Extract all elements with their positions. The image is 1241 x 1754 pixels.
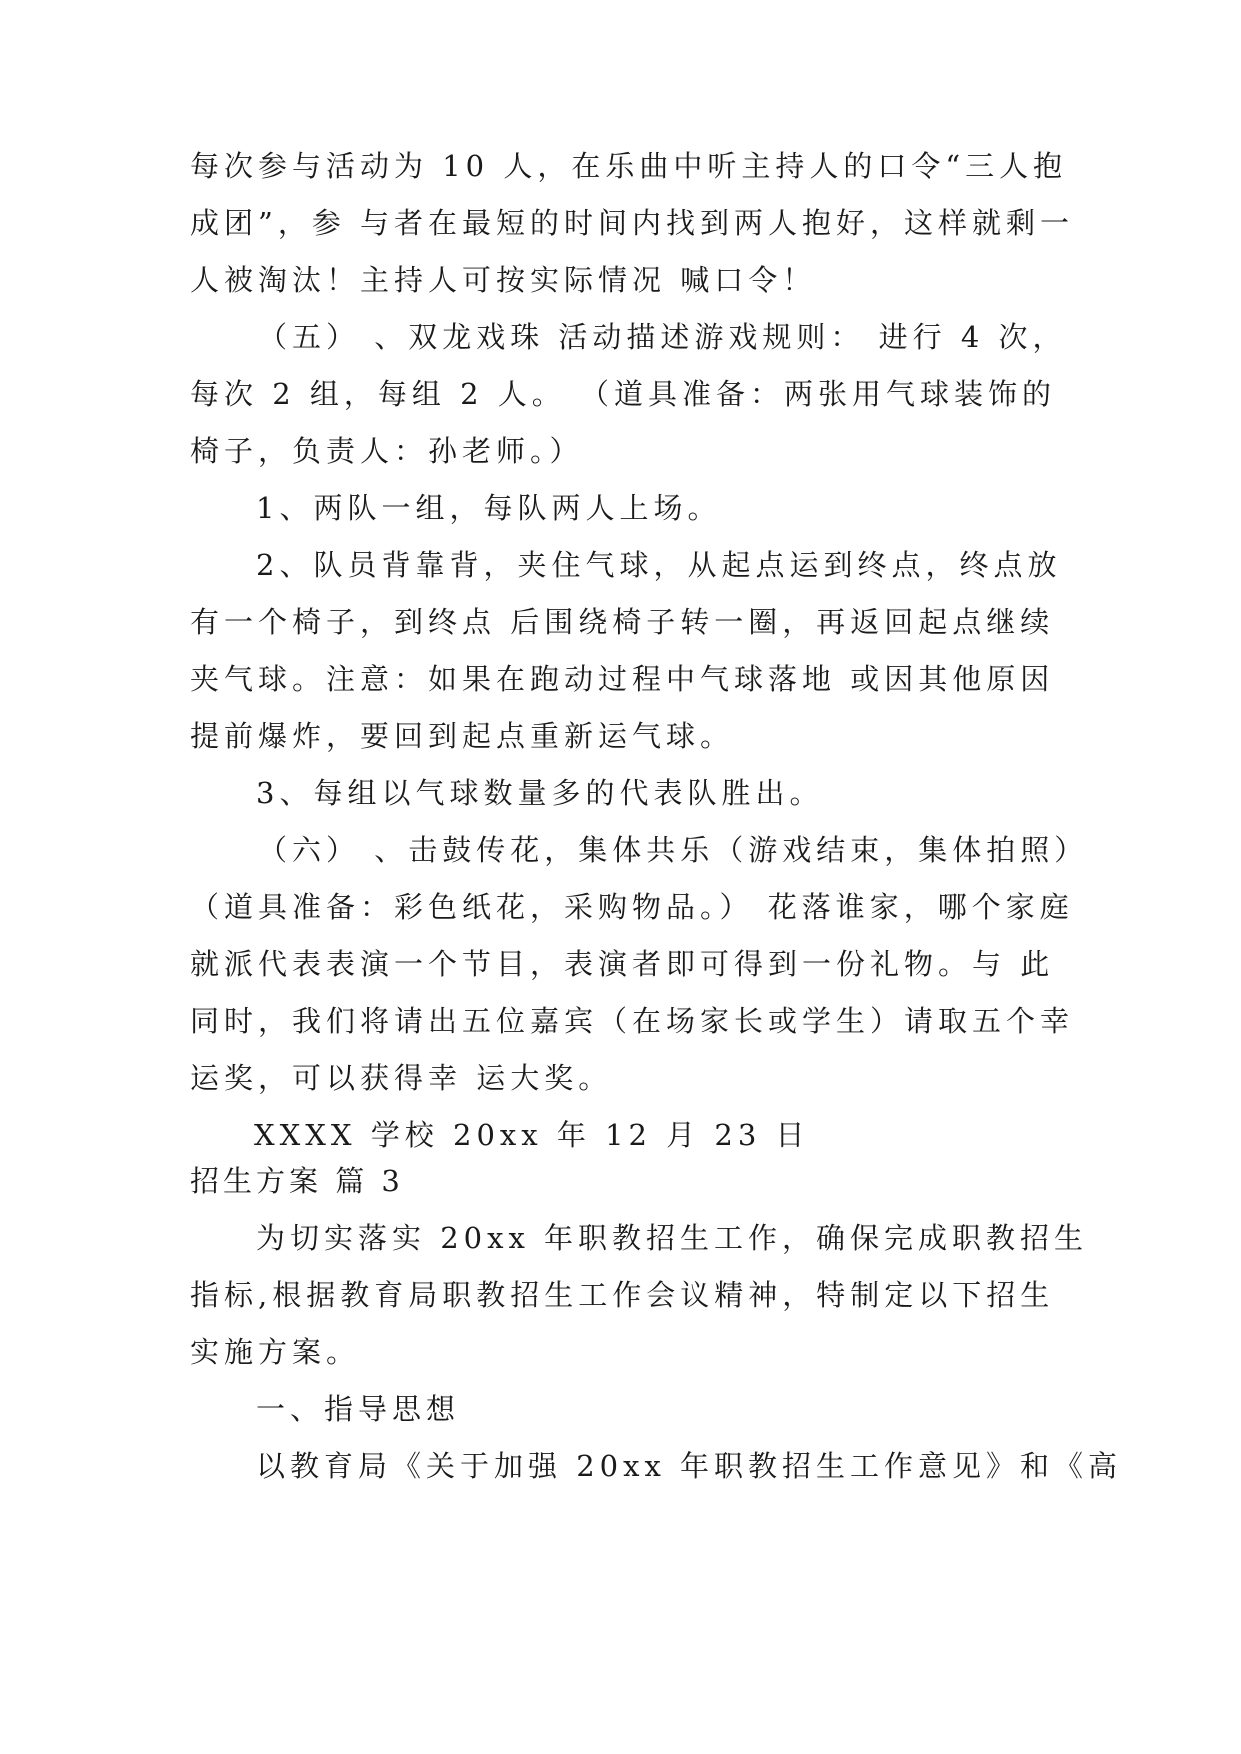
paragraph-line: 人被淘汰！主持人可按实际情况 喊口令！ [190, 263, 817, 297]
paragraph-line: 每次参与活动为 10 人，在乐曲中听主持人的口令“三人抱 [190, 149, 1068, 183]
rule-item-3: 3、每组以气球数量多的代表队胜出。 [256, 776, 824, 810]
rule-item-2: 2、队员背靠背，夹住气球，从起点运到终点，终点放 [256, 548, 1062, 582]
paragraph-line: 同时，我们将请出五位嘉宾（在场家长或学生）请取五个幸 [190, 1004, 1075, 1038]
paragraph-line: 指标,根据教育局职教招生工作会议精神，特制定以下招生 [190, 1278, 1055, 1312]
paragraph-line: 为切实落实 20xx 年职教招生工作，确保完成职教招生 [256, 1221, 1089, 1255]
paragraph-line: 实施方案。 [190, 1335, 361, 1369]
paragraph-line: 以教育局《关于加强 20xx 年职教招生工作意见》和《高 [256, 1449, 1123, 1483]
paragraph-line: （道具准备：彩色纸花，采购物品。） 花落谁家，哪个家庭 [190, 890, 1074, 924]
rule-item-1: 1、两队一组，每队两人上场。 [256, 491, 722, 525]
date-signature-line: XXXX 学校 20xx 年 12 月 23 日 [254, 1118, 810, 1152]
section-title: 招生方案 篇 3 [190, 1164, 404, 1198]
section-five-heading: （五） 、双龙戏珠 活动描述游戏规则： 进行 4 次， [258, 320, 1067, 354]
paragraph-line: 夹气球。注意：如果在跑动过程中气球落地 或因其他原因 [190, 662, 1055, 696]
section-six-heading: （六） 、击鼓传花，集体共乐（游戏结束，集体拍照） [258, 833, 1089, 867]
paragraph-line: 成团”，参 与者在最短的时间内找到两人抱好，这样就剩一 [190, 206, 1075, 240]
paragraph-line: 椅子，负责人：孙老师。） [190, 434, 584, 468]
paragraph-line: 提前爆炸，要回到起点重新运气球。 [190, 719, 735, 753]
paragraph-line: 运奖，可以获得幸 运大奖。 [190, 1061, 613, 1095]
paragraph-line: 每次 2 组，每组 2 人。 （道具准备：两张用气球装饰的 [190, 377, 1056, 411]
subsection-heading: 一、指导思想 [256, 1392, 461, 1426]
paragraph-line: 有一个椅子，到终点 后围绕椅子转一圈，再返回起点继续 [190, 605, 1055, 639]
paragraph-line: 就派代表表演一个节目，表演者即可得到一份礼物。与 此 [190, 947, 1055, 981]
